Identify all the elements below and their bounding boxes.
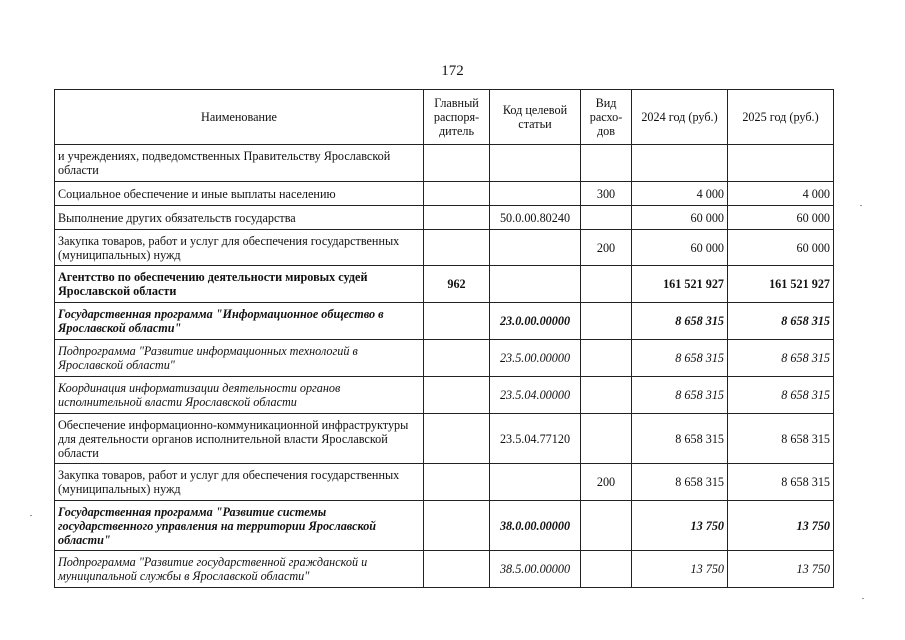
cell-target-code [490,464,581,501]
cell-target-code: 23.5.04.00000 [490,377,581,414]
table-row [55,551,834,588]
cell-expense-type [581,501,632,551]
cell-year-2025: 60 000 [728,230,834,266]
cell-name: Социальное обеспечение и иные выплаты населению [55,182,424,206]
header-expense-type: Вид расхо-дов [581,90,632,145]
cell-year-2025: 60 000 [728,206,834,230]
table-row [55,340,834,377]
cell-year-2025 [728,145,834,182]
cell-year-2025: 8 658 315 [728,464,834,501]
scan-speck [862,598,864,599]
cell-expense-type [581,145,632,182]
cell-year-2024: 13 750 [632,501,728,551]
cell-main-manager [424,377,490,414]
table-row [55,145,834,182]
cell-expense-type [581,414,632,464]
table-row [55,464,834,501]
table-row [55,182,834,206]
cell-target-code: 23.0.00.00000 [490,303,581,340]
cell-name: Подпрограмма "Развитие государственной гражданской и муниципальной службы в Ярославской области" [55,551,424,588]
cell-main-manager [424,145,490,182]
cell-year-2024: 8 658 315 [632,303,728,340]
budget-table [54,89,834,588]
cell-year-2025: 8 658 315 [728,414,834,464]
header-name: Наименование [55,90,424,145]
table-row [55,414,834,464]
cell-main-manager: 962 [424,266,490,303]
scan-speck [30,515,32,516]
cell-year-2025: 8 658 315 [728,340,834,377]
table-row [55,230,834,266]
cell-main-manager [424,501,490,551]
cell-expense-type [581,303,632,340]
cell-year-2025: 8 658 315 [728,377,834,414]
cell-name: Государственная программа "Информационное общество в Ярославской области" [55,303,424,340]
table-row [55,266,834,303]
cell-year-2024: 8 658 315 [632,414,728,464]
cell-name: Государственная программа "Развитие системы государственного управления на территории Ярославской области" [55,501,424,551]
cell-year-2025: 13 750 [728,551,834,588]
cell-year-2024: 13 750 [632,551,728,588]
cell-year-2025: 161 521 927 [728,266,834,303]
header-year-2025: 2025 год (руб.) [728,90,834,145]
table-body [55,145,834,588]
cell-name: Закупка товаров, работ и услуг для обеспечения государственных (муниципальных) нужд [55,230,424,266]
cell-target-code [490,266,581,303]
cell-year-2024: 4 000 [632,182,728,206]
cell-name: Обеспечение информационно-коммуникационной инфраструктуры для деятельности органов исполнительной власти Ярославской области [55,414,424,464]
cell-year-2025: 13 750 [728,501,834,551]
cell-target-code: 38.5.00.00000 [490,551,581,588]
table-header-row [55,90,834,145]
cell-expense-type: 200 [581,464,632,501]
cell-year-2024: 60 000 [632,206,728,230]
cell-main-manager [424,303,490,340]
cell-name: Закупка товаров, работ и услуг для обеспечения государственных (муниципальных) нужд [55,464,424,501]
cell-target-code: 23.5.04.77120 [490,414,581,464]
cell-year-2025: 4 000 [728,182,834,206]
cell-year-2024: 161 521 927 [632,266,728,303]
table-row [55,501,834,551]
cell-expense-type [581,340,632,377]
cell-target-code [490,230,581,266]
cell-year-2024 [632,145,728,182]
cell-main-manager [424,551,490,588]
cell-main-manager [424,206,490,230]
cell-expense-type: 300 [581,182,632,206]
cell-name: Координация информатизации деятельности органов исполнительной власти Ярославской области [55,377,424,414]
header-target-code: Код целевой статьи [490,90,581,145]
table-row [55,303,834,340]
cell-year-2025: 8 658 315 [728,303,834,340]
header-main-manager: Главный распоря-дитель [424,90,490,145]
cell-main-manager [424,464,490,501]
cell-name: Подпрограмма "Развитие информационных технологий в Ярославской области" [55,340,424,377]
cell-main-manager [424,230,490,266]
cell-target-code [490,145,581,182]
cell-expense-type: 200 [581,230,632,266]
cell-year-2024: 8 658 315 [632,464,728,501]
cell-main-manager [424,182,490,206]
cell-main-manager [424,414,490,464]
cell-target-code: 38.0.00.00000 [490,501,581,551]
cell-year-2024: 60 000 [632,230,728,266]
cell-name: Выполнение других обязательств государства [55,206,424,230]
table-row [55,377,834,414]
cell-expense-type [581,206,632,230]
cell-target-code [490,182,581,206]
cell-expense-type [581,266,632,303]
scan-speck [860,205,862,206]
page-number: 172 [441,63,464,79]
cell-name: и учреждениях, подведомственных Правительству Ярославской области [55,145,424,182]
cell-target-code: 50.0.00.80240 [490,206,581,230]
cell-target-code: 23.5.00.00000 [490,340,581,377]
table-row [55,206,834,230]
cell-year-2024: 8 658 315 [632,377,728,414]
cell-year-2024: 8 658 315 [632,340,728,377]
cell-expense-type [581,551,632,588]
cell-name: Агентство по обеспечению деятельности мировых судей Ярославской области [55,266,424,303]
cell-main-manager [424,340,490,377]
cell-expense-type [581,377,632,414]
header-year-2024: 2024 год (руб.) [632,90,728,145]
